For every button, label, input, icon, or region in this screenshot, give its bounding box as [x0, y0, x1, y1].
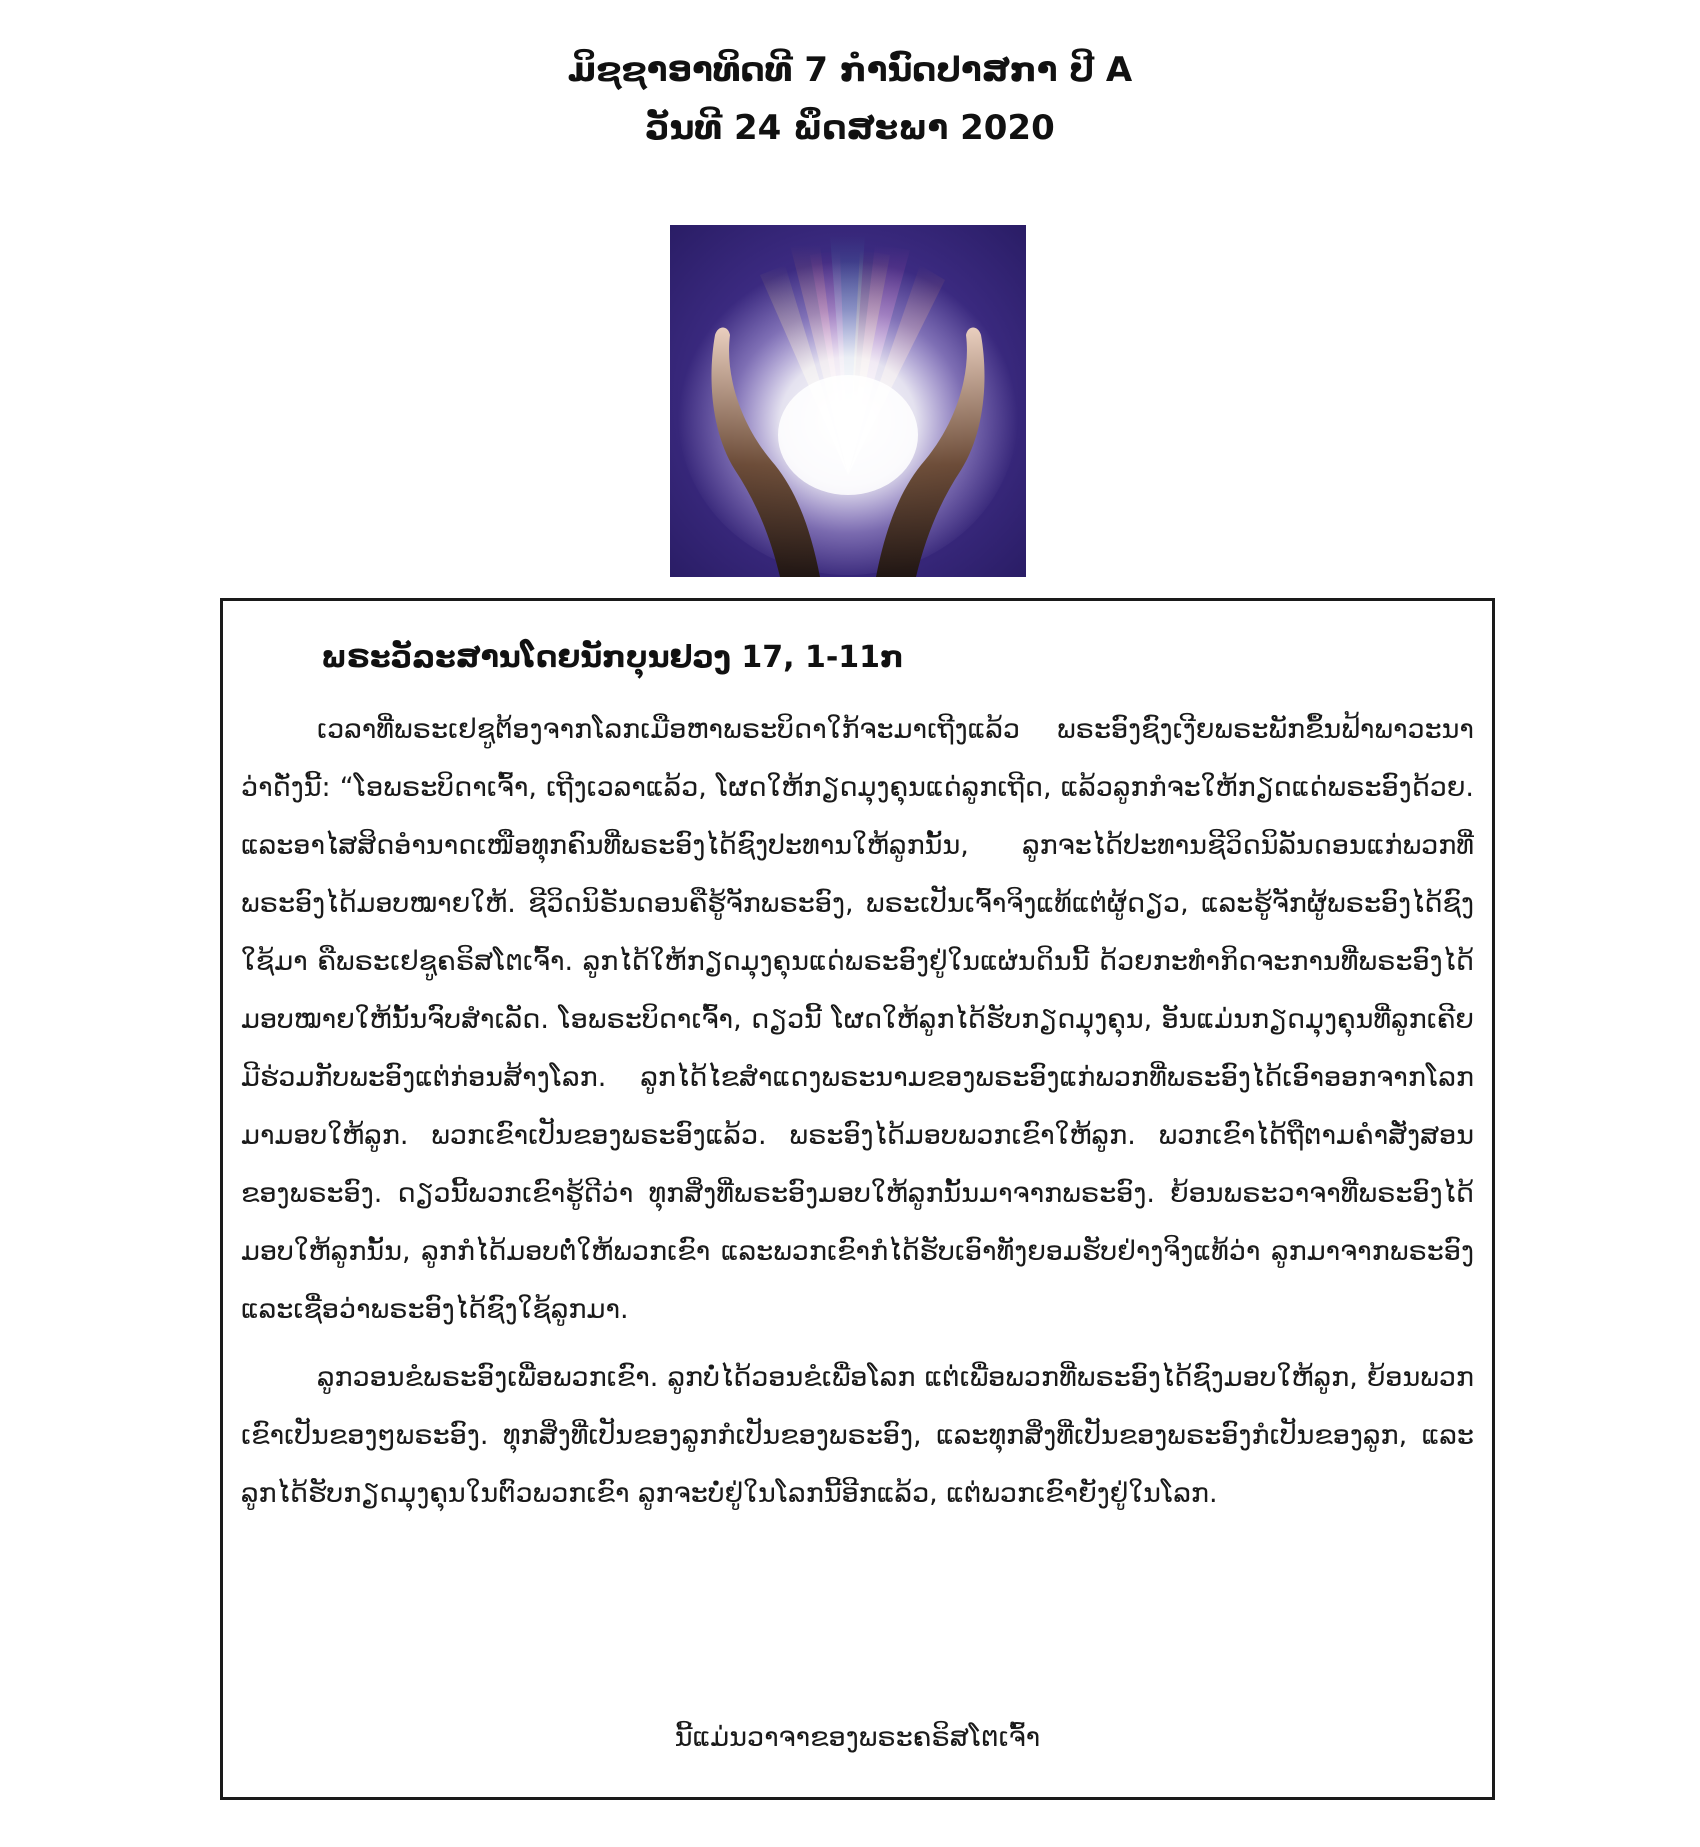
gospel-reading-box	[220, 598, 1495, 1800]
glowing-hands-icon	[670, 225, 1026, 577]
reading-paragraph-1: ເວລາທີ່ພຣະເຢຊູຕ້ອງຈາກໂລກເມືອຫາພຣະບິດາໃກ້ຈະມາເຖີງແລ້ວ ພຣະອົງຊົງເງີຍພຣະພັກຂຶ້ນຟ້າພາວະນາວ່າດັ່ງນີ້: “ໂອພຣະບິດາເຈົ້າ, ເຖີງເວລາແລ້ວ, ໂຜດໃຫ້ກຽດມຸງຄຸນແດ່ລູກເຖີດ, ແລ້ວລູກກໍຈະໃຫ້ກຽດແດ່ພຣະອົງດ້ວຍ. ແລະອາໄສສິດອຳນາດເໜືອທຸກຄົນທີ່ພຣະອົງໄດ້ຊົງປະທານໃຫ້ລູກນັ້ນ, ລູກຈະໄດ້ປະທານຊີວິດນິລັນດອນແກ່ພວກທີ່ພຣະອົງໄດ້ມອບໝາຍໃຫ້. ຊີວິດນິຣັນດອນຄືຮູ້ຈັກພຣະອົງ, ພຣະເປັນເຈົ້າຈິງແທ້ແຕ່ຜູ້ດຽວ, ແລະຮູ້ຈັກຜູ້ພຣະອົງໄດ້ຊົງໃຊ້ມາ ຄືພຣະເຢຊູຄຣິສໂຕເຈົ້າ. ລູກໄດ້ໃຫ້ກຽດມຸງຄຸນແດ່ພຣະອົງຢູ່ໃນແຜ່ນດິນນີ້ ດ້ວຍກະທຳກິດຈະການທີ່ພຣະອົງໄດ້ມອບໝາຍໃຫ້ນັ້ນຈົບສຳເລັດ. ໂອພຣະບິດາເຈົ້າ, ດຽວນີ້ ໂຜດໃຫ້ລູກໄດ້ຮັບກຽດມຸງຄຸນ, ອັນແມ່ນກຽດມຸງຄຸນທີ່ລູກເຄີຍມີຮ່ວມກັບພະອົງແຕ່ກ່ອນສ້າງໂລກ. ລູກໄດ້ໄຂສຳແດງພຣະນາມຂອງພຣະອົງແກ່ພວກທີ່ພຣະອົງໄດ້ເອົາອອກຈາກໂລກມາມອບໃຫ້ລູກ. ພວກເຂົາເປັນຂອງພຣະອົງແລ້ວ. ພຣະອົງໄດ້ມອບພວກເຂົາໃຫ້ລູກ. ພວກເຂົາໄດ້ຖືຕາມຄຳສັ່ງສອນຂອງພຣະອົງ. ດຽວນີ້ພວກເຂົາຮູ້ດີວ່າ ທຸກສິ່ງທີ່ພຣະອົງມອບໃຫ້ລູກນັ້ນມາຈາກພຣະອົງ. ຍ້ອນພຣະວາຈາທີ່ພຣະອົງໄດ້ມອບໃຫ້ລູກນັ້ນ, ລູກກໍໄດ້ມອບຕໍ່ໃຫ້ພວກເຂົາ ແລະພວກເຂົາກໍໄດ້ຮັບເອົາທັງຍອມຮັບຢ່າງຈິງແທ້ວ່າ ລູກມາຈາກພຣະອົງ ແລະເຊື່ອວ່າພຣະອົງໄດ້ຊົງໃຊ້ລູກມາ.	[241, 714, 1474, 1325]
page-date: ວັນທີ 24 ພຶດສະພາ 2020	[645, 108, 1055, 148]
page-title: ມິຊຊາອາທິດທີ 7 ກຳນົດປາສກາ ປີ A	[567, 50, 1133, 90]
glowing-hands-illustration	[670, 225, 1026, 577]
reading-paragraph-2: ລູກວອນຂໍພຣະອົງເພື່ອພວກເຂົາ. ລູກບໍ່ໄດ້ວອນຂໍເພື່ອໂລກ ແຕ່ເພື່ອພວກທີ່ພຣະອົງໄດ້ຊົງມອບໃຫ້ລູກ, ຍ້ອນພວກເຂົາເປັນຂອງໆພຣະອົງ. ທຸກສິ່ງທີ່ເປັນຂອງລູກກໍເປັນຂອງພຣະອົງ, ແລະທຸກສິ່ງທີ່ເປັນຂອງພຣະອົງກໍເປັນຂອງລູກ, ແລະລູກໄດ້ຮັບກຽດມຸງຄຸນໃນຕົວພວກເຂົາ ລູກຈະບໍ່ຢູ່ໃນໂລກນີ້ອີກແລ້ວ, ແຕ່ພວກເຂົາຍັງຢູ່ໃນໂລກ.	[241, 1362, 1474, 1509]
reading-title: ພຣະວັລະສານໂດຍນັກບຸນຢວງ 17, 1-11ກ	[321, 640, 904, 675]
reading-body	[241, 701, 1474, 1523]
reading-closing: ນີ້ແມ່ນວາຈາຂອງພຣະຄຣິສໂຕເຈົ້າ	[674, 1722, 1041, 1753]
